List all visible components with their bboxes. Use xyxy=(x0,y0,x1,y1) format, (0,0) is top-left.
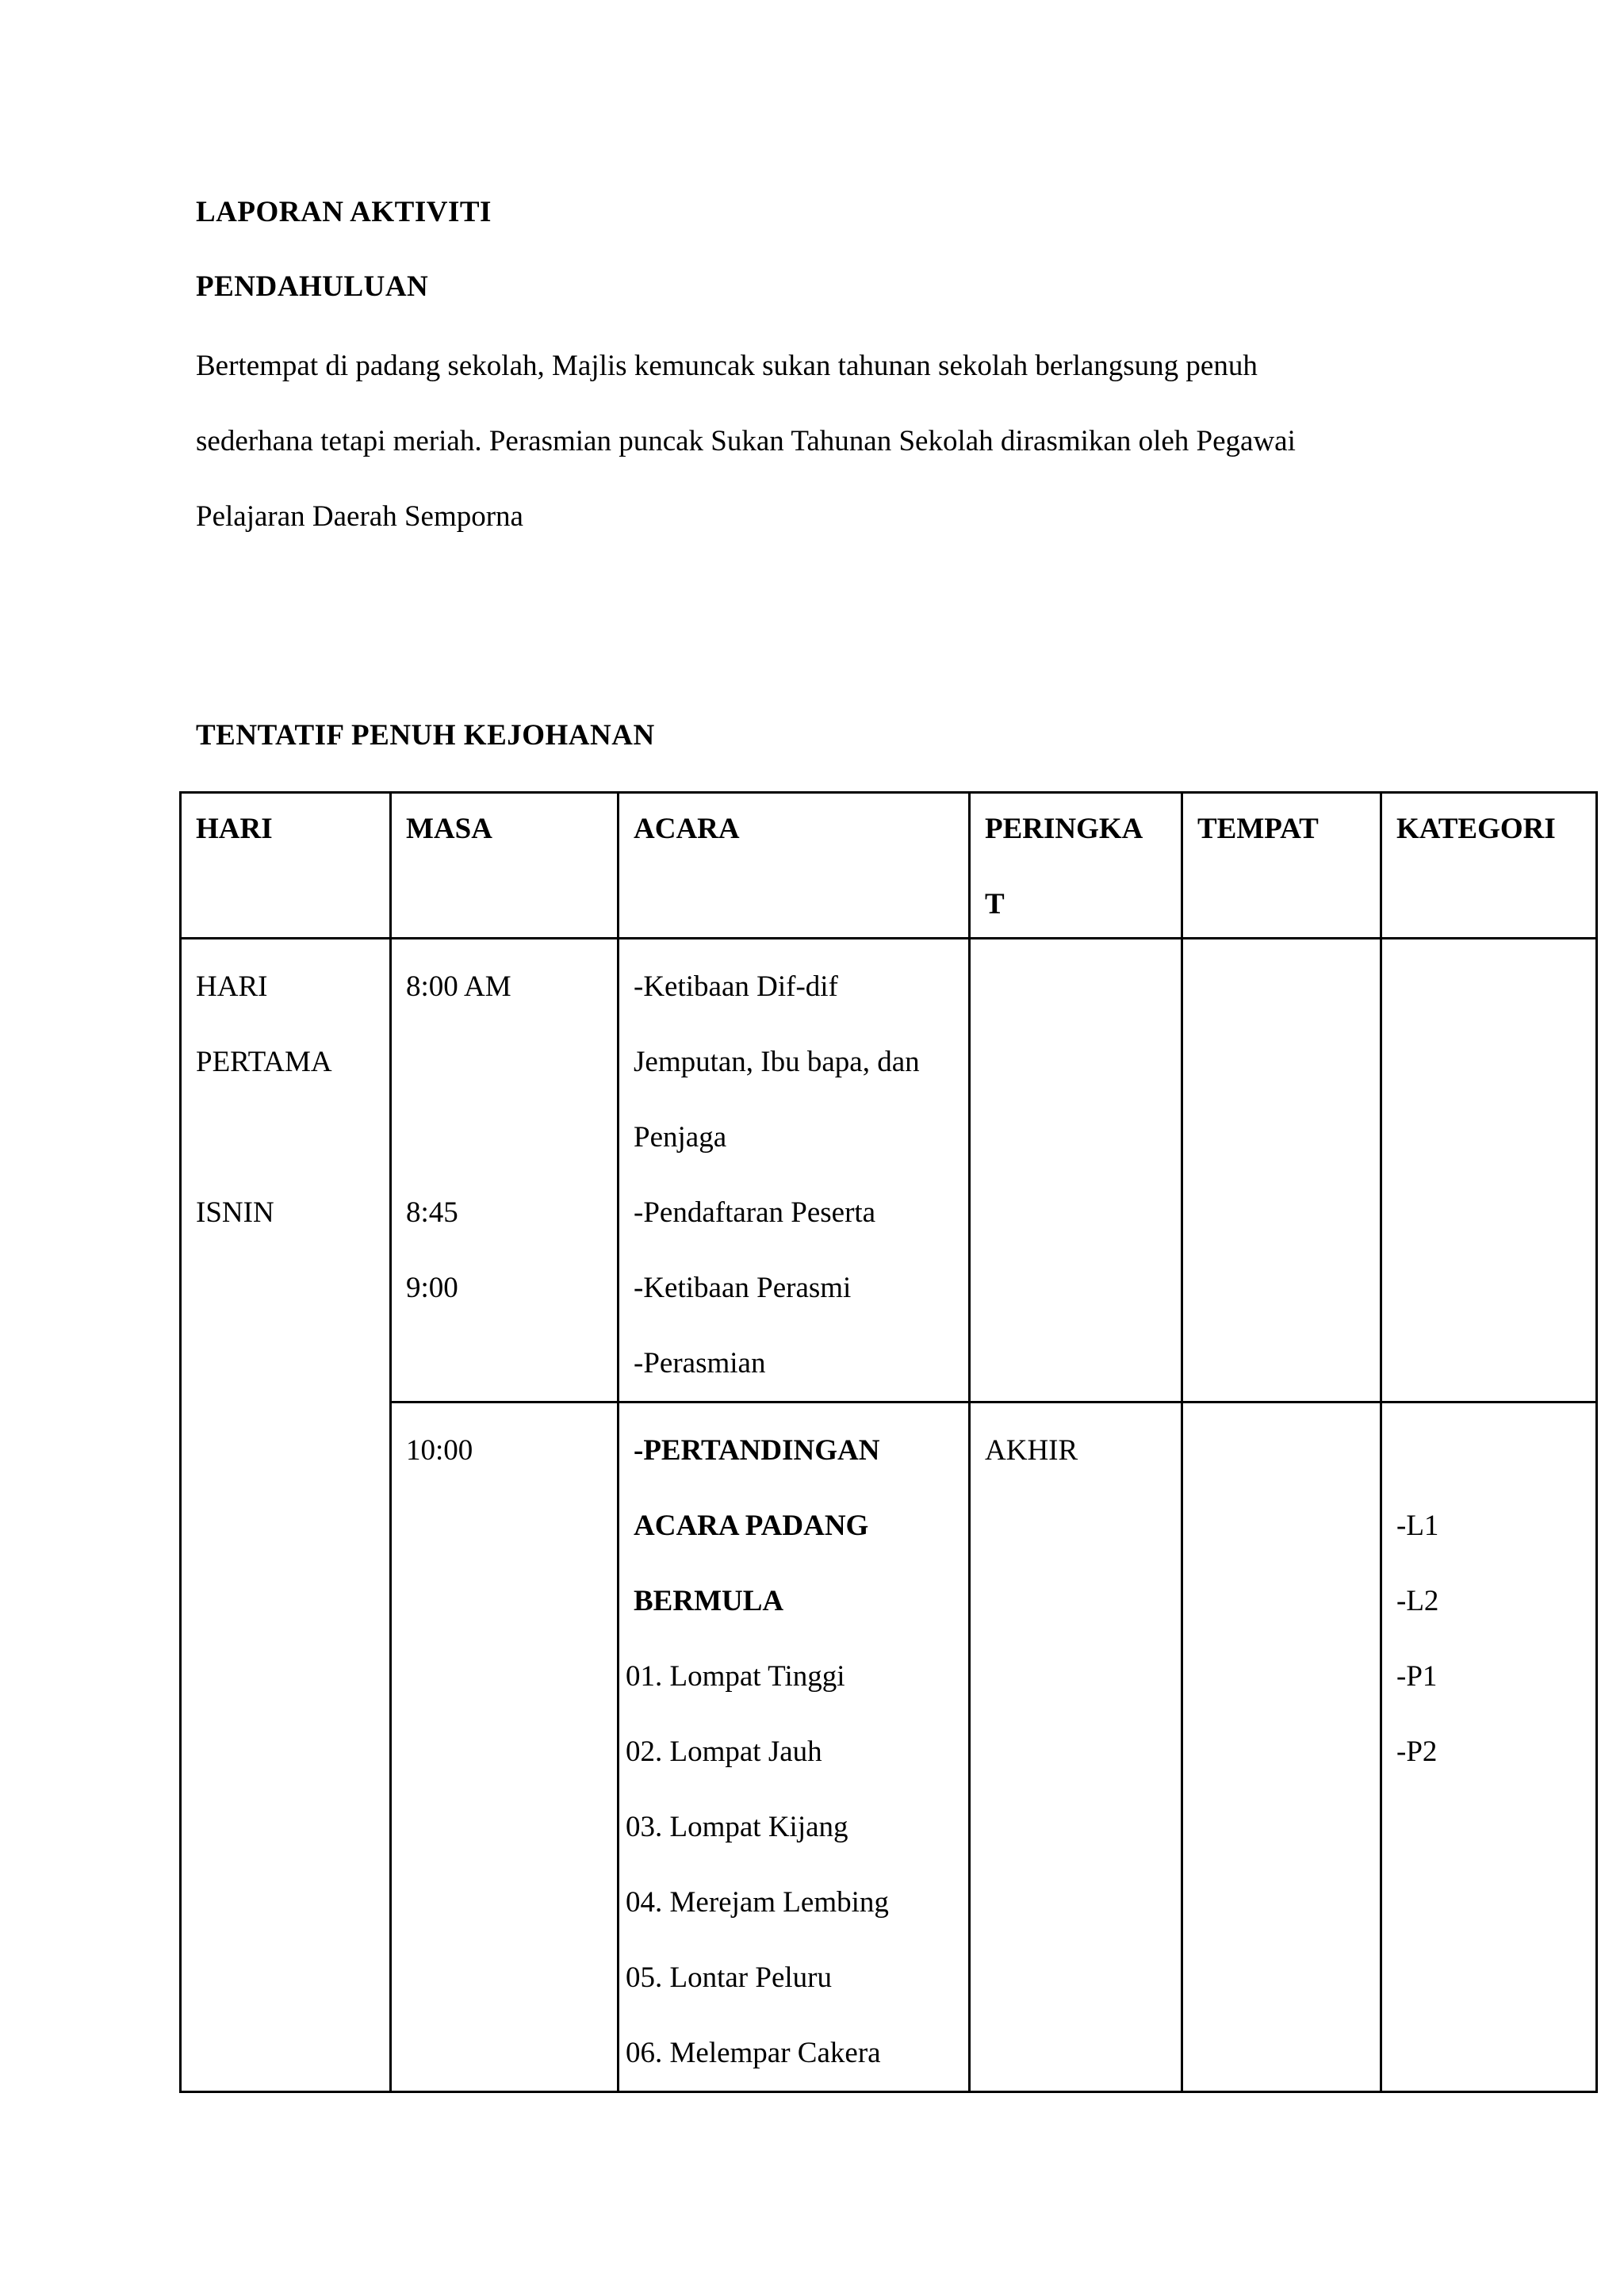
table-header-row xyxy=(181,793,1597,939)
kategori-item: -L2 xyxy=(1396,1585,1439,1617)
cell-kategori xyxy=(1381,939,1597,1402)
acara-item: -Perasmian xyxy=(634,1347,766,1380)
cell-masa xyxy=(391,939,619,1402)
acara-item: -Ketibaan Perasmi xyxy=(634,1272,852,1304)
table-row xyxy=(181,1402,1597,2092)
event-item: 02. Lompat Jauh xyxy=(626,1735,822,1768)
cell-tempat xyxy=(1182,939,1381,1402)
event-item: 04. Merejam Lembing xyxy=(626,1886,889,1919)
acara-item: Jemputan, Ibu bapa, dan xyxy=(634,1046,920,1078)
schedule-table xyxy=(179,791,1598,2093)
kategori-item: -L1 xyxy=(1396,1510,1439,1542)
header-peringkat: PERINGKA T xyxy=(970,793,1182,939)
acara-item: -Ketibaan Dif-dif xyxy=(634,970,838,1003)
intro-line: Pelajaran Daerah Semporna xyxy=(196,500,523,533)
table-row xyxy=(181,939,1597,1402)
header-kategori: KATEGORI xyxy=(1381,793,1597,939)
event-item: 06. Melempar Cakera xyxy=(626,2037,881,2069)
cell-acara xyxy=(619,1402,970,2092)
peringkat-value: AKHIR xyxy=(985,1434,1078,1467)
time-value: 8:00 AM xyxy=(406,970,511,1003)
acara-heading: BERMULA xyxy=(634,1585,784,1617)
document-title: LAPORAN AKTIVITI xyxy=(196,196,492,228)
cell-hari xyxy=(181,939,391,2092)
kategori-item: -P2 xyxy=(1396,1735,1438,1768)
time-value: 10:00 xyxy=(406,1434,473,1467)
event-item: 01. Lompat Tinggi xyxy=(626,1660,845,1693)
cell-tempat xyxy=(1182,1402,1381,2092)
header-acara: ACARA xyxy=(619,793,970,939)
time-value: 8:45 xyxy=(406,1196,458,1229)
acara-item: Penjaga xyxy=(634,1121,727,1154)
cell-peringkat xyxy=(970,1402,1182,2092)
cell-masa xyxy=(391,1402,619,2092)
acara-heading: -PERTANDINGAN xyxy=(634,1434,880,1467)
time-value: 9:00 xyxy=(406,1272,458,1304)
header-tempat: TEMPAT xyxy=(1182,793,1381,939)
hari-label: HARI xyxy=(196,970,268,1003)
header-masa: MASA xyxy=(391,793,619,939)
intro-line: Bertempat di padang sekolah, Majlis kemuncak sukan tahunan sekolah berlangsung penuh xyxy=(196,350,1258,382)
event-item: 05. Lontar Peluru xyxy=(626,1961,832,1994)
intro-heading: PENDAHULUAN xyxy=(196,270,429,303)
hari-day: ISNIN xyxy=(196,1196,274,1229)
kategori-item: -P1 xyxy=(1396,1660,1438,1693)
cell-peringkat xyxy=(970,939,1182,1402)
header-hari: HARI xyxy=(181,793,391,939)
intro-line: sederhana tetapi meriah. Perasmian puncak Sukan Tahunan Sekolah dirasmikan oleh Pegawai xyxy=(196,425,1296,457)
cell-kategori xyxy=(1381,1402,1597,2092)
schedule-heading: TENTATIF PENUH KEJOHANAN xyxy=(196,719,655,752)
acara-heading: ACARA PADANG xyxy=(634,1510,869,1542)
acara-item: -Pendaftaran Peserta xyxy=(634,1196,876,1229)
hari-ordinal: PERTAMA xyxy=(196,1046,332,1078)
event-item: 03. Lompat Kijang xyxy=(626,1811,848,1843)
cell-acara xyxy=(619,939,970,1402)
intro-paragraph xyxy=(196,328,1433,554)
